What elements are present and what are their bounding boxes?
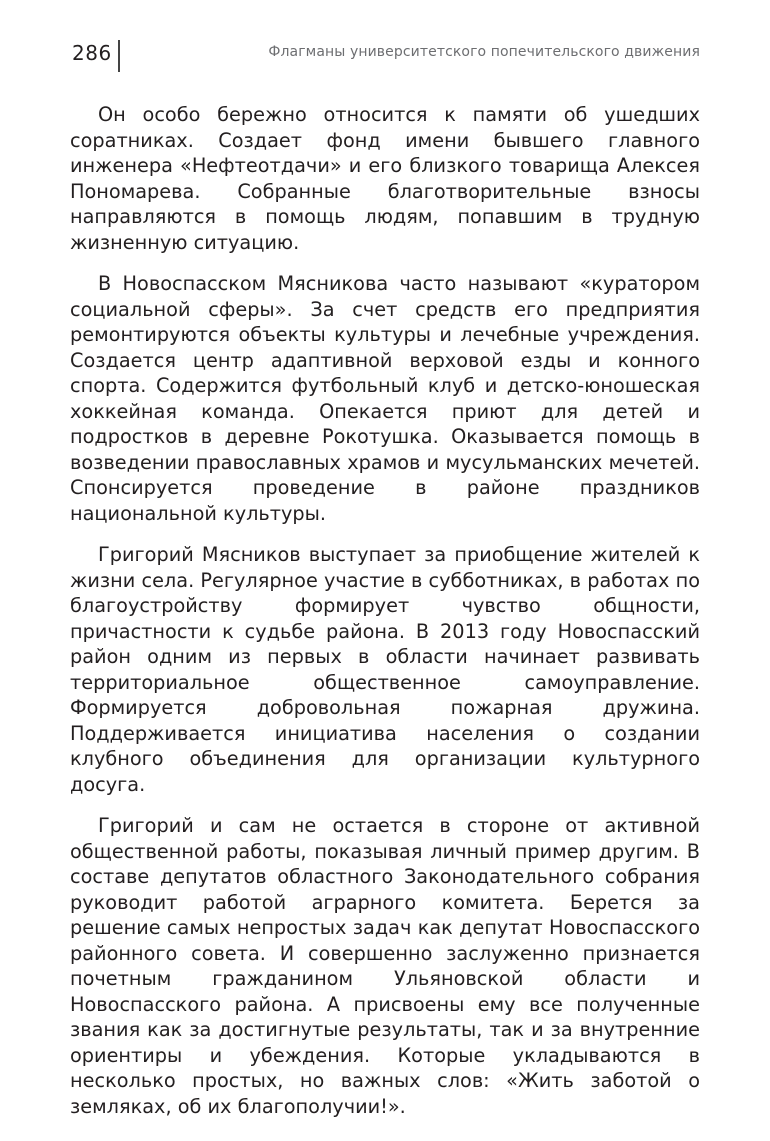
paragraph: Григорий и сам не остается в стороне от активной общественной работы, показывая личный пример другим. В составе депутатов областного Законодательного собрания руководит работой аграрного комитета. Берется за решение самых непростых задач как депутат Новоспасского районного совета. И совершенно заслуженно признается почетным гражданином Ульяновской области и Новоспасского района. А присвоены ему все полученные звания как за достигнутые результаты, так и за внутренние ориентиры и убеждения. Которые укладываются в несколько простых, но важных слов: «Жить заботой о земляках, об их благополучии!».	[70, 814, 700, 1118]
page-number: 286	[72, 41, 112, 65]
running-title: Флагманы университетского попечительского движения	[268, 44, 700, 60]
page-header	[0, 0, 770, 80]
paragraph: В Новоспасском Мясникова часто называют «куратором социальной сферы». За счет средств его предприятия ремонтируются объекты культуры и лечебные учреждения. Создается центр адаптивной верховой езды и конного спорта. Содержится футбольный клуб и детско-юношеская хоккейная команда. Опекается приют для детей и подростков в деревне Рокотушка. Оказывается помощь в возведении православных храмов и мусульманских мечетей. Спонсируется проведение в районе праздников национальной культуры.	[70, 272, 700, 525]
body-text	[70, 102, 700, 1135]
paragraph: Григорий Мясников выступает за приобщение жителей к жизни села. Регулярное участие в субботниках, в работах по благоустройству формирует чувство общности, причастности к судьбе района. В 2013 году Новоспасский район одним из первых в области начинает развивать территориальное общественное самоуправление. Формируется добровольная пожарная дружина. Поддерживается инициатива населения о создании клубного объединения для организации культурного досуга.	[70, 543, 700, 796]
paragraph: Он особо бережно относится к памяти об ушедших соратниках. Создает фонд имени бывшего главного инженера «Нефтеотдачи» и его близкого товарища Алексея Пономарева. Собранные благотворительные взносы направляются в помощь людям, попавшим в трудную жизненную ситуацию.	[70, 103, 700, 254]
header-divider	[118, 40, 120, 72]
